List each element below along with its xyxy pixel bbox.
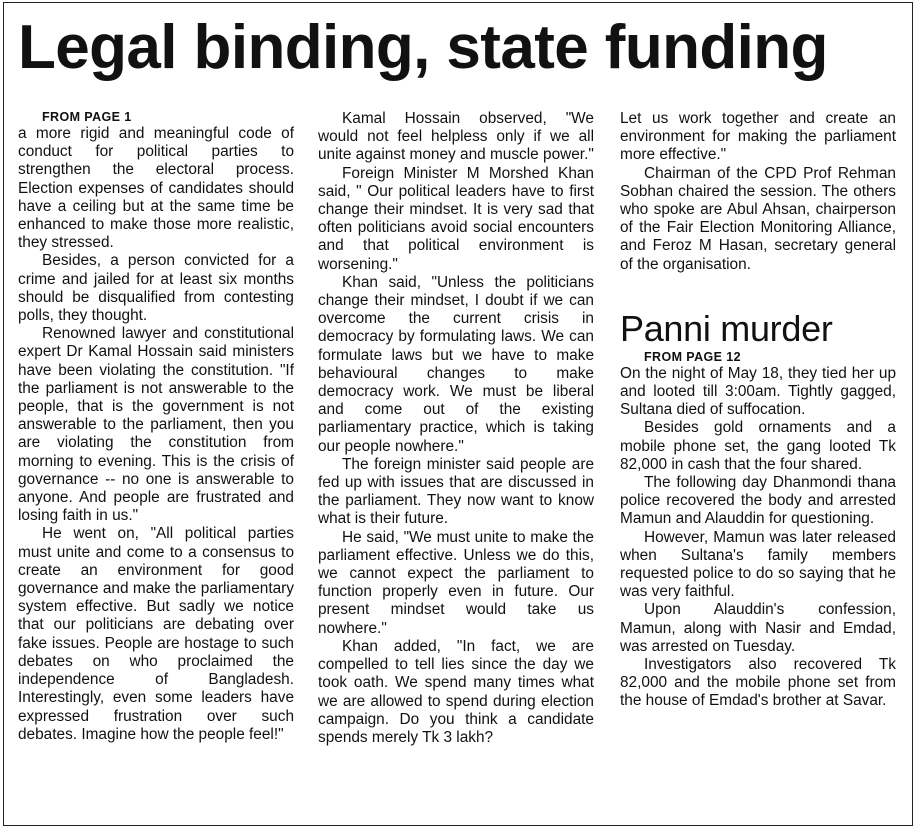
story1-paragraph: Foreign Minister M Morshed Khan said, " Our political leaders have to first change their mindset. It is very sad that often politicians avoid social encounters and that political environment is worsening." bbox=[318, 164, 594, 273]
column-3 bbox=[620, 110, 896, 711]
story2-kicker: FROM PAGE 12 bbox=[644, 349, 741, 364]
story2-paragraph: On the night of May 18, they tied her up and looted till 3:00am. Tightly gagged, Sultana died of suffocation. bbox=[620, 364, 896, 419]
story2-paragraph: Besides gold ornaments and a mobile phone set, the gang looted Tk 82,000 in cash that the four shared. bbox=[620, 419, 896, 473]
story2-headline: Panni murder bbox=[620, 307, 833, 349]
story2-paragraph: Upon Alauddin's confession, Mamun, along with Nasir and Emdad, was arrested on Tuesday. bbox=[620, 601, 896, 655]
story1-paragraph: Khan added, "In fact, we are compelled to tell lies since the day we took oath. We spend many times what we are allowed to spend during election campaign. Do you think a candidate spends merely Tk 3 lakh? bbox=[318, 637, 594, 746]
story1-paragraph: Chairman of the CPD Prof Rehman Sobhan chaired the session. The others who spoke are Abul Ahsan, chairperson of the Fair Election Monitoring Alliance, and Feroz M Hasan, secretary general of the organisation. bbox=[620, 164, 896, 273]
story1-paragraph: Renowned lawyer and constitutional expert Dr Kamal Hossain said ministers have been violating the constitution. "If the parliament is not answerable to the people, that is the government is not answerable to the parliament, then you are violating the constitution from morning to evening. This is the crisis of governance -- no one is answerable to anyone. And people are frustrated and losing faith in us." bbox=[18, 325, 294, 525]
story1-kicker: FROM PAGE 1 bbox=[42, 110, 132, 124]
story1-paragraph: He said, "We must unite to make the parliament effective. Unless we do this, we cannot expect the parliament to function properly even in future. Our present mindset would take us nowhere." bbox=[318, 528, 594, 637]
story2-paragraph: However, Mamun was later released when Sultana's family members requested police to do so saying that he was very faithful. bbox=[620, 528, 896, 601]
story1-paragraph: He went on, "All political parties must unite and come to a consensus to create an environment for good governance and make the parliamentary system effective. But sadly we notice that our politicians are debating over fake issues. People are hostage to such debates on who proclaimed the independence of Bangladesh. Interestingly, even some leaders have expressed frustration over such debates. Imagine how the people feel!" bbox=[18, 525, 294, 743]
story1-paragraph: Khan said, "Unless the politicians change their mindset, I doubt if we can overcome the current crisis in democracy by formulating laws. We can formulate laws but we have to make behavioural changes to make democracy work. We must be liberal and come out of the existing parliamentary practice, which is taking our people nowhere." bbox=[318, 273, 594, 455]
story1-column-2 bbox=[318, 110, 594, 747]
story1-paragraph: Let us work together and create an environment for making the parliament more effective." bbox=[620, 110, 896, 164]
story2-paragraph: Investigators also recovered Tk 82,000 and the mobile phone set from the house of Emdad's brother at Savar. bbox=[620, 656, 896, 710]
story1-paragraph: The foreign minister said people are fed up with issues that are discussed in the parliament. They now want to know what is their future. bbox=[318, 455, 594, 528]
story1-paragraph: Kamal Hossain observed, "We would not feel helpless only if we all unite against money and muscle power." bbox=[318, 110, 594, 164]
story2-paragraph: The following day Dhanmondi thana police recovered the body and arrested Mamun and Alauddin for questioning. bbox=[620, 474, 896, 528]
main-headline: Legal binding, state funding bbox=[18, 13, 828, 82]
story1-paragraph: Besides, a person convicted for a crime and jailed for at least six months should be disqualified from contesting polls, they thought. bbox=[18, 252, 294, 325]
story1-paragraph: a more rigid and meaningful code of conduct for political parties to strengthen the electoral process. Election expenses of candidates should have a ceiling but at the same time be enhanced to make those more realistic, they stressed. bbox=[18, 125, 294, 252]
story1-column-1 bbox=[18, 110, 294, 744]
